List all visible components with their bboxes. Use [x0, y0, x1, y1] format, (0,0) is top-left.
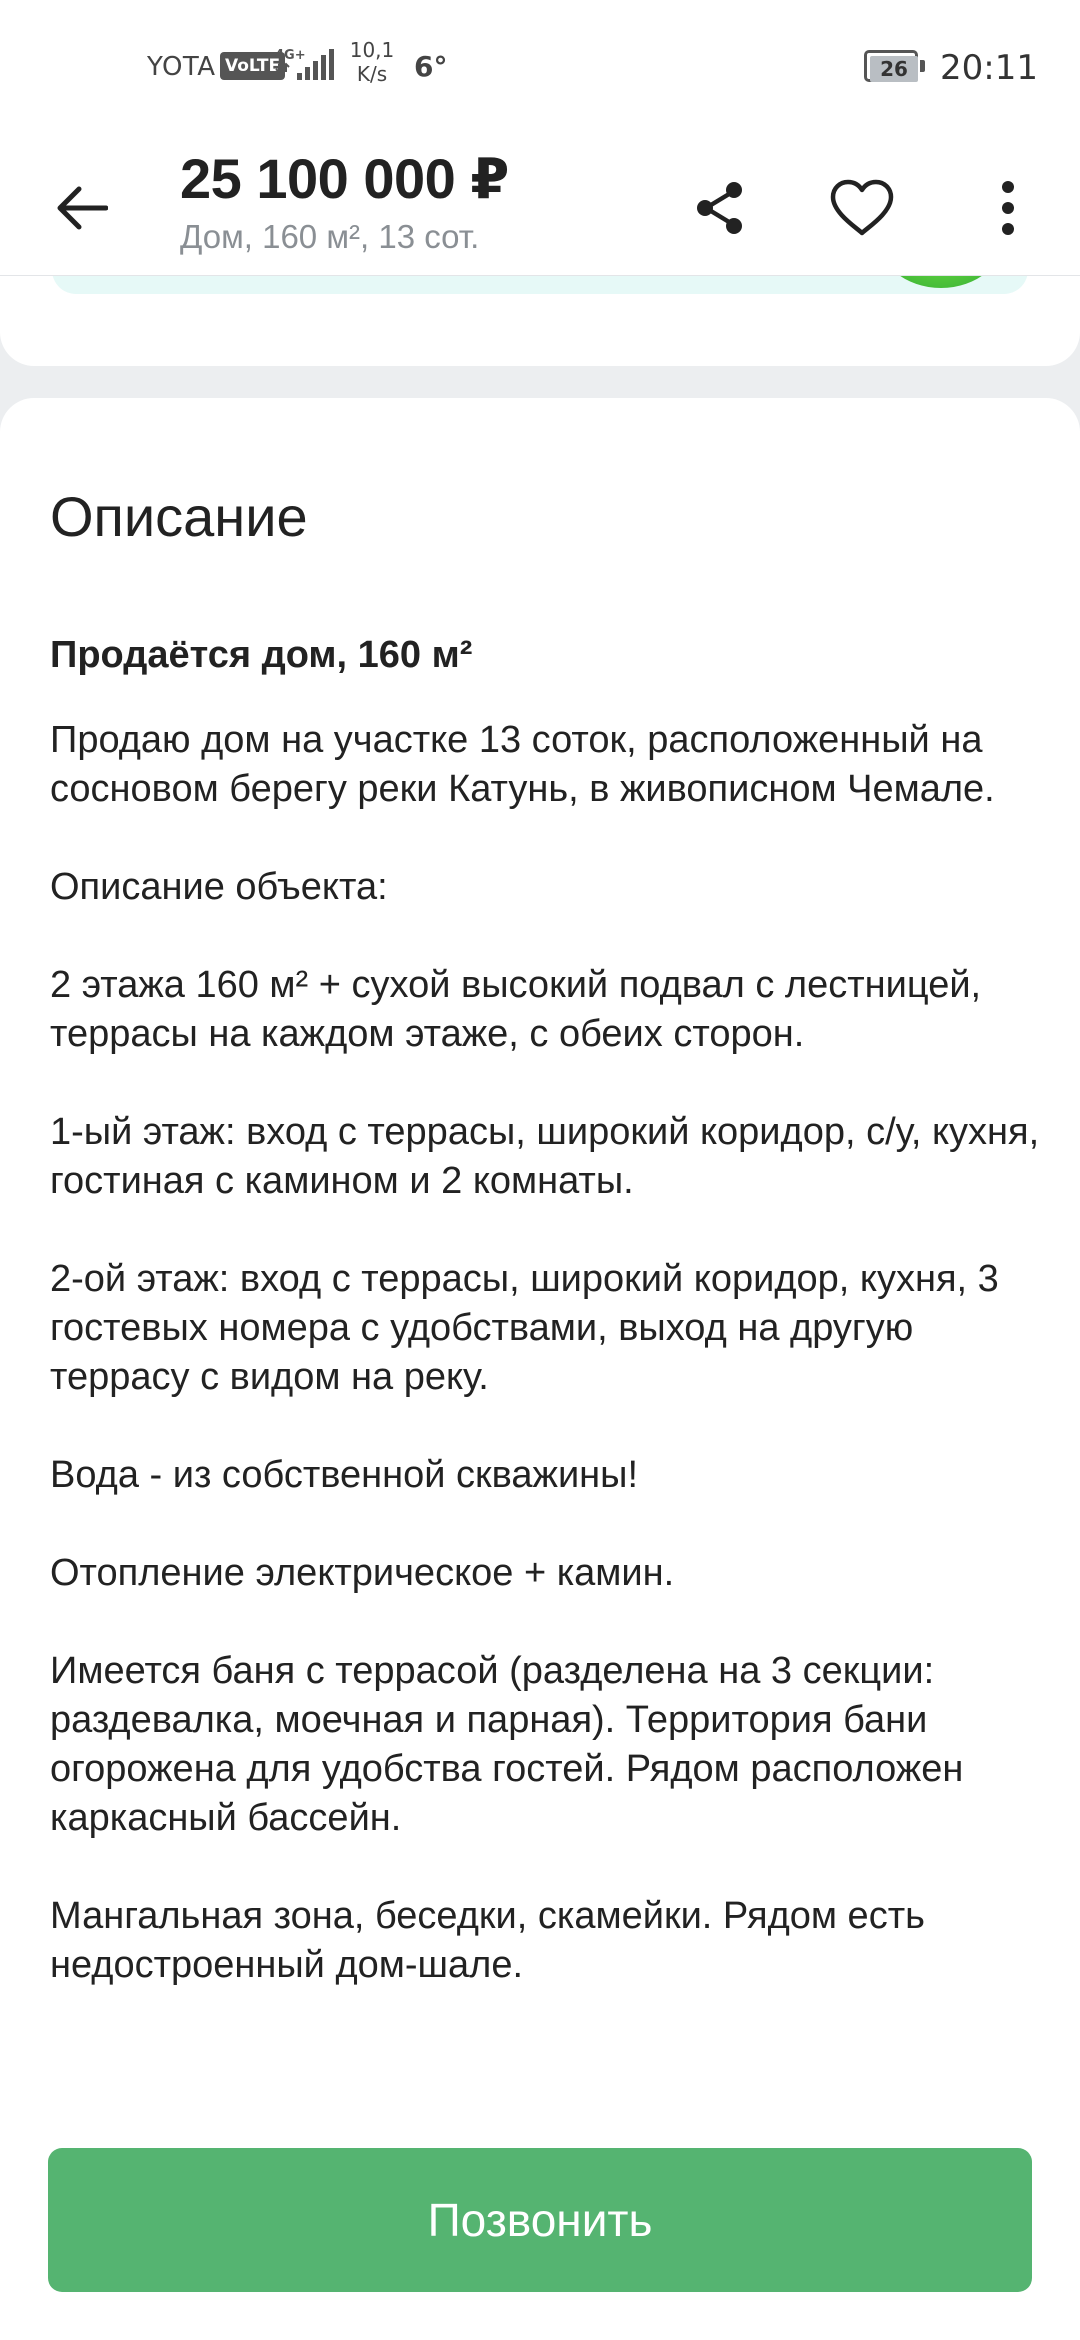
- arrow-left-icon: [56, 186, 108, 230]
- share-button[interactable]: [672, 160, 768, 256]
- description-text: [50, 716, 1040, 1990]
- description-paragraph: 2 этажа 160 м² + сухой высокий подвал с лестницей, террасы на каждом этаже, с обеих сторон.: [50, 964, 982, 1055]
- description-subtitle: Продаётся дом, 160 м²: [50, 634, 473, 676]
- more-vertical-icon: [1000, 180, 1016, 236]
- description-paragraph: 2-ой этаж: вход с террасы, широкий коридор, кухня, 3 гостевых номера с удобствами, выход на другую террасу с видом на реку.: [50, 1258, 999, 1398]
- description-paragraph: Отопление электрическое + камин.: [50, 1552, 675, 1594]
- back-button[interactable]: [34, 160, 130, 256]
- clock: 20:11: [940, 48, 1038, 88]
- description-paragraph: Продаю дом на участке 13 соток, расположенный на сосновом берегу реки Катунь, в живописном Чемале.: [50, 719, 995, 810]
- description-paragraph: 1-ый этаж: вход с террасы, широкий коридор, с/у, кухня, гостиная с камином и 2 комнаты.: [50, 1111, 1040, 1202]
- favorite-button[interactable]: [814, 160, 910, 256]
- listing-price: 25 100 000 ₽: [180, 147, 509, 210]
- svg-text:4G+: 4G+: [275, 48, 306, 63]
- signal-icon: [275, 46, 337, 82]
- battery-icon: [864, 50, 926, 82]
- volte-badge: VoLTE: [220, 52, 285, 80]
- share-icon: [694, 180, 746, 236]
- carrier-name: YOTA: [147, 52, 216, 82]
- network-speed: [348, 38, 396, 86]
- section-title: Описание: [50, 485, 308, 548]
- more-button[interactable]: [960, 160, 1056, 256]
- battery-level: 26: [870, 56, 918, 82]
- heart-outline-icon: [829, 179, 895, 237]
- description-paragraph: Имеется баня с террасой (разделена на 3 секции: раздевалка, моечная и парная). Территория бани огорожена для удобства гостей. Рядом расположен каркасный бассейн.: [50, 1650, 964, 1839]
- listing-summary: Дом, 160 м², 13 сот.: [180, 218, 480, 255]
- description-card: [0, 398, 1080, 2340]
- network-speed-value: 10,1: [349, 38, 395, 62]
- description-paragraph: Описание объекта:: [50, 866, 388, 908]
- call-button[interactable]: Позвонить: [48, 2148, 1032, 2292]
- network-speed-unit: K/s: [356, 62, 388, 86]
- app-bar: [0, 140, 1080, 276]
- description-paragraph: Вода - из собственной скважины!: [50, 1454, 639, 1496]
- temperature: 6°: [414, 50, 448, 83]
- status-bar: [0, 0, 1080, 140]
- description-paragraph: Мангальная зона, беседки, скамейки. Рядом есть недостроенный дом-шале.: [50, 1895, 925, 1986]
